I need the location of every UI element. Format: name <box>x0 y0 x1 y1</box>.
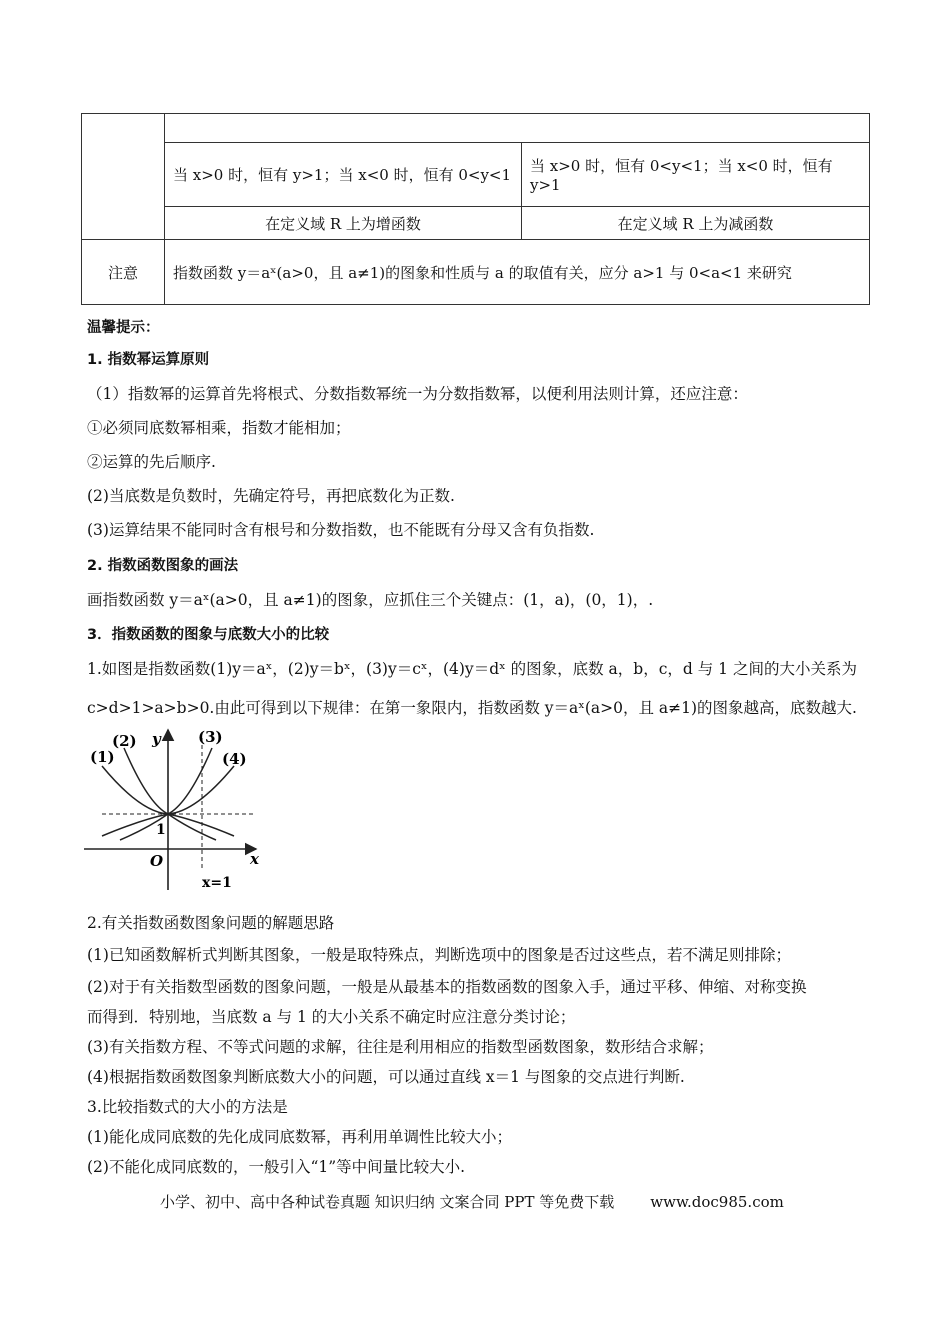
table-cell-range-decreasing: 当 x>0 时，恒有 0<y<1；当 x<0 时，恒有 y>1 <box>522 143 870 207</box>
page-footer <box>160 1191 784 1212</box>
section-3-paragraph: (3)有关指数方程、不等式问题的求解，往往是利用相应的指数型函数图象，数形结合求解； <box>87 1038 714 1056</box>
table-note-text: 指数函数 y＝aˣ(a>0，且 a≠1)的图象和性质与 a 的取值有关，应分 a>1 与 0<a<1 来研究 <box>165 240 870 305</box>
curve-3 <box>120 748 212 840</box>
section-3-paragraph: (2)不能化成同底数的，一般引入“1”等中间量比较大小. <box>87 1158 466 1176</box>
origin-label: O <box>150 852 164 870</box>
properties-table <box>81 113 870 305</box>
section-3-paragraph: 1.如图是指数函数(1)y＝aˣ，(2)y＝bˣ，(3)y＝cˣ，(4)y＝dˣ 的图象，底数 a，b，c，d 与 1 之间的大小关系为 <box>87 660 857 678</box>
section-1-paragraph: ②运算的先后顺序. <box>87 453 216 471</box>
tick-label-one: 1 <box>156 822 166 838</box>
section-3-paragraph: (1)已知函数解析式判断其图象，一般是取特殊点，判断选项中的图象是否过这些点，若不满足则排除； <box>87 946 791 964</box>
section-3-paragraph: c>d>1>a>b>0.由此可得到以下规律：在第一象限内，指数函数 y＝aˣ(a>0，且 a≠1)的图象越高，底数越大. <box>87 699 857 717</box>
curve-label-1: (1) <box>90 748 115 766</box>
x-axis-label: x <box>250 850 259 868</box>
section-1-title: 1. 指数幂运算原则 <box>87 352 210 368</box>
section-3-paragraph: (2)对于有关指数型函数的图象问题，一般是从最基本的指数函数的图象入手，通过平移、伸缩、对称变换 <box>87 978 807 996</box>
section-1-paragraph: （1）指数幂的运算首先将根式、分数指数幂统一为分数指数幂，以便利用法则计算，还应注意： <box>87 385 748 403</box>
section-3-paragraph: 2.有关指数函数图象问题的解题思路 <box>87 914 335 932</box>
table-cell-monotonic-decreasing: 在定义域 R 上为减函数 <box>522 207 870 240</box>
section-1-paragraph: (3)运算结果不能同时含有根号和分数指数，也不能既有分母又含有负指数. <box>87 521 595 539</box>
line-label-x-equals-1: x=1 <box>202 875 232 891</box>
curve-label-3: (3) <box>198 728 223 746</box>
section-1-paragraph: (2)当底数是负数时，先确定符号，再把底数化为正数. <box>87 487 455 505</box>
curve-label-4: (4) <box>222 750 247 768</box>
table-empty-graph-cell <box>165 114 870 143</box>
footer-url: www.doc985.com <box>650 1193 784 1211</box>
section-3-paragraph: (4)根据指数函数图象判断底数大小的问题，可以通过直线 x＝1 与图象的交点进行判断. <box>87 1068 685 1086</box>
section-3-title: 3．指数函数的图象与底数大小的比较 <box>87 627 330 643</box>
exponential-graphs-figure <box>84 724 264 894</box>
section-2-paragraph: 画指数函数 y＝aˣ(a>0，且 a≠1)的图象，应抓住三个关键点：(1，a)，(0，1)，. <box>87 591 654 609</box>
section-3-paragraph: 3.比较指数式的大小的方法是 <box>87 1098 288 1116</box>
section-3-paragraph: 而得到．特别地，当底数 a 与 1 的大小关系不确定时应注意分类讨论； <box>87 1008 576 1026</box>
y-axis-label: y <box>152 730 161 748</box>
curve-label-2: (2) <box>112 732 137 750</box>
table-cell-monotonic-increasing: 在定义域 R 上为增函数 <box>165 207 522 240</box>
table-note-label: 注意 <box>82 240 165 305</box>
section-3-paragraph: (1)能化成同底数的先化成同底数幂，再利用单调性比较大小； <box>87 1128 512 1146</box>
table-cell-range-increasing: 当 x>0 时，恒有 y>1；当 x<0 时，恒有 0<y<1 <box>165 143 522 207</box>
section-2-title: 2. 指数函数图象的画法 <box>87 558 239 574</box>
section-1-paragraph: ①必须同底数幂相乘，指数才能相加； <box>87 419 351 437</box>
tips-heading: 温馨提示： <box>87 320 160 336</box>
footer-text: 小学、初中、高中各种试卷真题 知识归纳 文案合同 PPT 等免费下载 <box>160 1193 615 1211</box>
table-empty-label-cell <box>82 114 165 240</box>
